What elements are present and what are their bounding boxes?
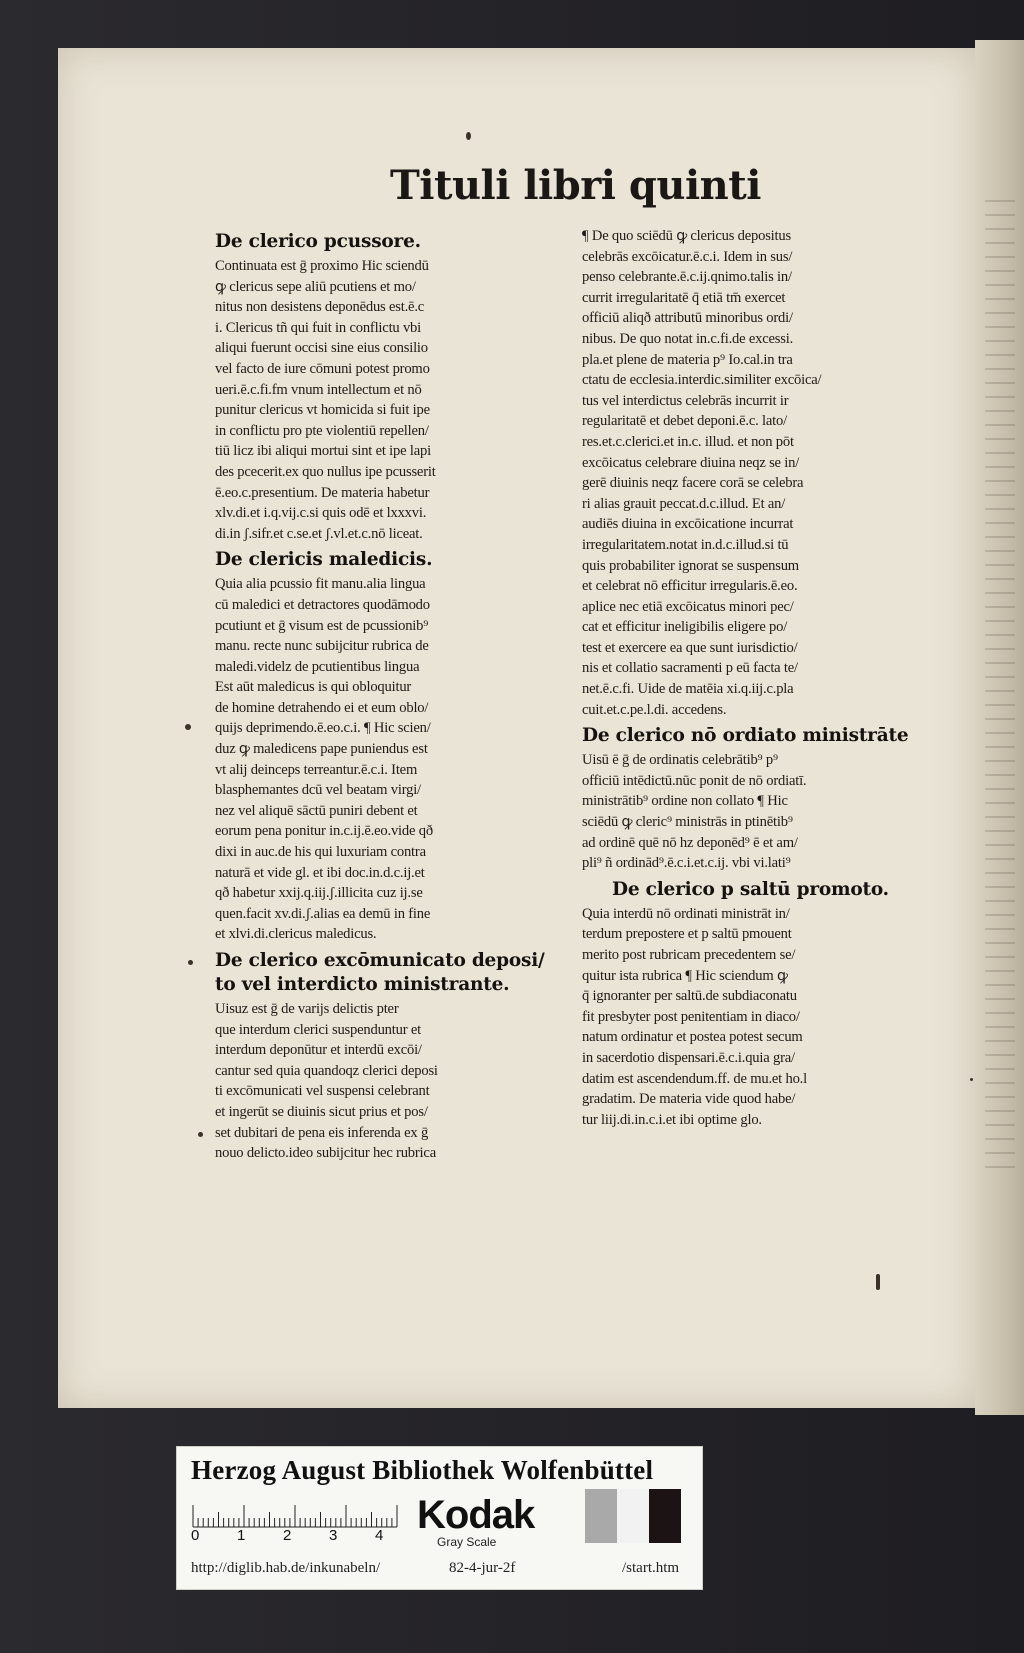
text-line: ueri.ē.c.fi.fm vnum intellectum et nō: [215, 381, 422, 398]
text-line: blasphemantes dcū vel beatam virgi/: [215, 782, 421, 799]
ruler-label: 1: [237, 1527, 246, 1544]
gray-scale-swatches: [585, 1489, 681, 1543]
section-title: De clerico p saltū promoto.: [612, 878, 889, 900]
section-title: De clerico nō ordiato ministrāte: [582, 725, 909, 747]
swatch-black: [649, 1489, 681, 1543]
gray-scale-label: Gray Scale: [437, 1535, 497, 1549]
text-line: cantur sed quia quandoqz clerici deposi: [215, 1062, 438, 1079]
ink-spot: [876, 1274, 880, 1290]
text-line: nibus. De quo notat in.c.fi.de excessi.: [582, 330, 794, 347]
section-title: De clerico pcussore.: [215, 231, 421, 252]
text-line: ad ordinē quē nō hz deponēd⁹ ē et am/: [582, 834, 798, 851]
ruler-label: 3: [329, 1527, 338, 1544]
text-line: maledi.videlz de pcutientibus lingua: [215, 658, 420, 675]
text-line: nez vel aliquē sāctū puniri debent et: [215, 802, 418, 819]
ink-spot: [188, 960, 193, 965]
source-url: http://diglib.hab.de/inkunabeln/: [191, 1560, 381, 1576]
text-line: res.et.c.clerici.et in.c. illud. et non pōt: [582, 433, 794, 450]
text-line: Uisuz est ḡ de varijs delictis pter: [215, 1001, 399, 1017]
text-line: sciēdū ꝙ cleric⁹ ministrās in ptinētib⁹: [582, 814, 793, 831]
text-line: net.ē.c.fi. Uide de matēia xi.q.iij.c.pla: [582, 681, 794, 698]
text-line: cuit.et.c.pe.l.di. accedens.: [582, 701, 727, 718]
text-line: di.in ʃ.sifr.et c.se.et ʃ.vl.et.c.nō liceat.: [215, 525, 423, 542]
text-line: Est aūt maledicus is qui obloquitur: [215, 679, 412, 696]
text-line: currit irregularitatē q̄ etiā tm̄ exercet: [582, 289, 786, 306]
text-line: tus vel interdictus celebrās incurrit ir: [582, 392, 789, 409]
text-line: nis et collatio sacramenti p eū facta te/: [582, 660, 798, 677]
text-line: pla.et plene de materia p⁹ Io.cal.in tra: [582, 351, 793, 368]
text-line: Quia interdū nō ordinati ministrāt in/: [582, 905, 790, 922]
text-line: punitur clericus vt homicida si fuit ipe: [215, 402, 430, 419]
text-line: ¶ De quo sciēdū ꝙ clericus depositus: [582, 228, 791, 244]
text-line: des pcecerit.ex quo nullus ipe pcusserit: [215, 463, 436, 480]
ruler-scale: [191, 1491, 401, 1529]
text-line: naturā et vide gl. et ibi doc.in.d.c.ij.et: [215, 864, 425, 881]
ruler-label: 0: [191, 1527, 200, 1544]
text-line: nouo delicto.ideo subijcitur hec rubrica: [215, 1145, 436, 1162]
text-line: tur liij.di.in.c.i.et ibi optime glo.: [582, 1111, 762, 1128]
text-line: aplice nec etiā excōicatus minori pec/: [582, 598, 794, 615]
text-line: audiēs diuina in excōicatione incurrat: [582, 516, 794, 533]
text-line: datim est ascendendum.ff. de mu.et ho.l: [582, 1070, 807, 1087]
kodak-brand: Kodak: [417, 1493, 535, 1537]
text-line: penso celebrante.ē.c.ij.qnimo.talis in/: [582, 269, 792, 286]
kodak-logo: [417, 1491, 542, 1547]
text-line: pli⁹ ñ ordinād⁹.ē.c.i.et.c.ij. vbi vi.lati⁹: [582, 855, 791, 872]
text-line: regularitatē et debet deponi.ē.c. lato/: [582, 413, 787, 430]
text-line: de homine detrahendo ei et eum oblo/: [215, 699, 429, 716]
text-line: quijs deprimendo.ē.eo.c.i. ¶ Hic scien/: [215, 720, 431, 737]
text-line: set dubitari de pena eis inferenda ex ḡ: [215, 1124, 429, 1141]
text-line: eorum pena ponitur in.c.ij.ē.eo.vide qð: [215, 823, 433, 840]
ink-spot: [198, 1132, 203, 1137]
library-color-target: [176, 1446, 703, 1590]
text-line: i. Clericus tñ qui fuit in conflictu vbi: [215, 319, 422, 336]
text-line: aliqui fuerunt occisi sine eius consilio: [215, 340, 428, 357]
text-line: quen.facit xv.di.ʃ.alias ea demū in fine: [215, 905, 431, 922]
section-title: De clerico excōmunicato deposi/ to vel interdicto ministrante.: [215, 950, 545, 995]
text-line: ctatu de ecclesia.interdic.similiter excōica/: [582, 372, 822, 389]
text-line: xlv.di.et i.q.vij.c.si quis odē et lxxxvi.: [215, 505, 427, 522]
text-line: interdum deponūtur et interdū excōi/: [215, 1042, 422, 1059]
text-line: Continuata est ḡ proximo Hic sciendū: [215, 258, 429, 274]
text-line: officiū intēdictū.nūc ponit de nō ordiatī.: [582, 772, 807, 789]
text-line: ē.eo.c.presentium. De materia habetur: [215, 484, 430, 501]
swatch-gray: [585, 1489, 617, 1543]
library-title: Herzog August Bibliothek Wolfenbüttel: [191, 1455, 654, 1485]
left-text-column: [215, 226, 547, 1162]
text-line: natum ordinatur et postea potest secum: [582, 1029, 803, 1046]
text-line: et ingerūt se diuinis sicut prius et pos/: [215, 1103, 428, 1120]
text-line: ti excōmunicati vel suspensi celebrant: [215, 1083, 430, 1100]
text-line: et xlvi.di.clericus maledicus.: [215, 926, 377, 943]
text-line: officiū aliqð attributū minoribus ordi/: [582, 310, 793, 327]
text-line: quitur ista rubrica ¶ Hic sciendum ꝙ: [582, 967, 788, 984]
text-line: celebrās excōicatur.ē.c.i. Idem in sus/: [582, 248, 793, 265]
ink-spot: [185, 724, 191, 730]
text-line: pcutiunt et ḡ visum est de pcussionib⁹: [215, 617, 429, 634]
text-line: tiū licz ibi aliqui mortui sint et ipe lapi: [215, 443, 431, 460]
ruler-label: 4: [375, 1527, 384, 1544]
text-line: Quia alia pcussio fit manu.alia lingua: [215, 576, 426, 593]
text-line: vel facto de iure cōmuni potest promo: [215, 360, 430, 377]
swatch-white: [617, 1489, 649, 1543]
text-line: terdum prepostere et p saltū pmouent: [582, 926, 792, 943]
ruler-labels: [191, 1527, 411, 1549]
right-text-column: [582, 226, 914, 1146]
text-line: duz ꝙ maledicens pape puniendus est: [215, 741, 428, 758]
section-title: De clericis maledicis.: [215, 549, 433, 571]
facing-page-text-bleed: [985, 200, 1015, 1180]
text-line: et celebrat nō efficitur irregularis.ē.eo.: [582, 578, 798, 595]
text-line: manu. recte nunc subijcitur rubrica de: [215, 638, 429, 655]
text-line: gradatim. De materia vide quod habe/: [582, 1091, 796, 1108]
text-line: Uisū ē ḡ de ordinatis celebrātib⁹ p⁹: [582, 752, 778, 769]
text-line: gerē diuinis neqz facere corā se celebra: [582, 475, 804, 492]
text-line: dixi in auc.de his qui luxuriam contra: [215, 844, 426, 861]
text-line: fit presbyter post penitentiam in diaco/: [582, 1008, 800, 1025]
text-line: test et exercere ea que sunt iurisdictio/: [582, 639, 798, 656]
text-line: excōicatus celebrare diuina neqz se in/: [582, 454, 800, 471]
ink-spot: [466, 132, 471, 140]
ruler-label: 2: [283, 1527, 292, 1544]
text-line: in sacerdotio dispensari.ē.c.i.quia gra/: [582, 1049, 795, 1066]
text-line: merito post rubricam precedentem se/: [582, 947, 796, 963]
text-line: q̄ ignoranter per saltū.de subdiaconatu: [582, 988, 797, 1005]
shelf-code: 82-4-jur-2f: [449, 1560, 516, 1576]
text-line: ri alias grauit peccat.d.c.illud. Et an/: [582, 495, 786, 512]
text-line: cū maledici et detractores quodāmodo: [215, 596, 430, 613]
text-line: nitus non desistens deponēdus est.ē.c: [215, 299, 425, 316]
text-line: que interdum clerici suspenduntur et: [215, 1021, 421, 1038]
page-heading: Tituli libri quinti: [390, 162, 761, 209]
text-line: in conflictu pro pte violentiū repellen/: [215, 422, 429, 439]
text-line: irregularitatem.notat in.d.c.illud.si tū: [582, 536, 789, 553]
text-line: qð habetur xxij.q.iij.ʃ.illicita cuz ij.se: [215, 885, 423, 902]
start-page-link: /start.htm: [622, 1560, 680, 1576]
text-line: ꝙ clericus sepe aliū pcutiens et mo/: [215, 278, 416, 295]
text-line: quis probabiliter ignorat se suspensum: [582, 557, 799, 574]
text-line: ministrātib⁹ ordine non collato ¶ Hic: [582, 793, 788, 810]
text-line: cat et efficitur ineligibilis eligere po/: [582, 619, 788, 636]
ink-spot: [970, 1078, 973, 1081]
text-line: vt alij deinceps terreantur.ē.c.i. Item: [215, 761, 418, 778]
